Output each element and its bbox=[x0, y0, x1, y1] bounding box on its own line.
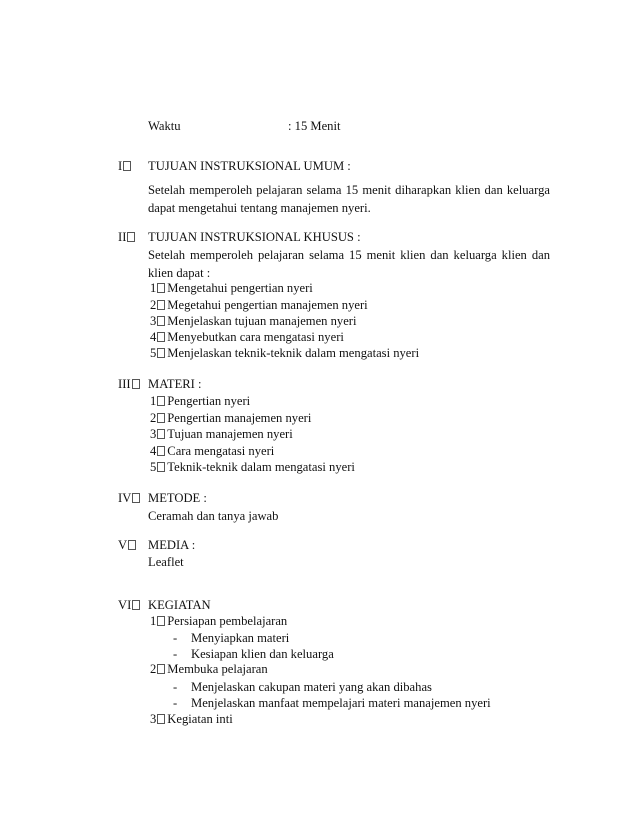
section-ii-numeral: II bbox=[118, 229, 138, 245]
dash-bullet: - bbox=[173, 631, 178, 645]
section-iii-title: MATERI : bbox=[148, 377, 202, 391]
section-iv-numeral: IV bbox=[118, 490, 143, 506]
section-i-title: TUJUAN INSTRUKSIONAL UMUM : bbox=[148, 159, 351, 173]
kegiatan-sub-item: Menjelaskan cakupan materi yang akan dibahas bbox=[191, 680, 432, 694]
box-glyph-icon bbox=[157, 446, 165, 456]
box-glyph-icon bbox=[157, 300, 165, 310]
section-v-title: MEDIA : bbox=[148, 538, 196, 552]
kegiatan-step: 1 Persiapan pembelajaran bbox=[150, 614, 288, 628]
list-item: 4 Menyebutkan cara mengatasi nyeri bbox=[150, 330, 344, 344]
kegiatan-sub-item: Menjelaskan manfaat mempelajari materi manajemen nyeri bbox=[191, 696, 491, 710]
section-i-numeral: I bbox=[118, 158, 134, 174]
section-vi-title: KEGIATAN bbox=[148, 598, 211, 612]
kegiatan-sub-item: Menyiapkan materi bbox=[191, 631, 290, 645]
list-item: 4 Cara mengatasi nyeri bbox=[150, 444, 275, 458]
box-glyph-icon bbox=[132, 493, 140, 503]
box-glyph-icon bbox=[157, 429, 165, 439]
box-glyph-icon bbox=[157, 348, 165, 358]
list-item: 3 Tujuan manajemen nyeri bbox=[150, 427, 293, 441]
section-v-text: Leaflet bbox=[148, 555, 184, 569]
section-i-text: Setelah memperoleh pelajaran selama 15 menit diharapkan klien dan keluarga dapat mengetahui tentang manajemen nyeri. bbox=[148, 183, 550, 215]
waktu-value: : 15 Menit bbox=[288, 119, 341, 133]
box-glyph-icon bbox=[157, 283, 165, 293]
list-item: 2 Megetahui pengertian manajemen nyeri bbox=[150, 298, 368, 312]
box-glyph-icon bbox=[132, 379, 140, 389]
section-v-numeral: V bbox=[118, 537, 139, 553]
dash-bullet: - bbox=[173, 696, 178, 710]
list-item: 5 Teknik-teknik dalam mengatasi nyeri bbox=[150, 460, 355, 474]
box-glyph-icon bbox=[157, 316, 165, 326]
box-glyph-icon bbox=[123, 161, 131, 171]
box-glyph-icon bbox=[157, 664, 165, 674]
box-glyph-icon bbox=[157, 396, 165, 406]
box-glyph-icon bbox=[128, 540, 136, 550]
box-glyph-icon bbox=[157, 616, 165, 626]
list-item: 1 Pengertian nyeri bbox=[150, 394, 251, 408]
list-item: 5 Menjelaskan teknik-teknik dalam mengatasi nyeri bbox=[150, 346, 420, 360]
kegiatan-sub-item: Kesiapan klien dan keluarga bbox=[191, 647, 334, 661]
dash-bullet: - bbox=[173, 647, 178, 661]
dash-bullet: - bbox=[173, 680, 178, 694]
box-glyph-icon bbox=[157, 462, 165, 472]
waktu-label: Waktu bbox=[148, 119, 181, 133]
section-ii-text: Setelah memperoleh pelajaran selama 15 menit klien dan keluarga klien dan klien dapat : bbox=[148, 248, 550, 280]
kegiatan-step: 3 Kegiatan inti bbox=[150, 712, 233, 726]
list-item: 1 Mengetahui pengertian nyeri bbox=[150, 281, 313, 295]
section-vi-numeral: VI bbox=[118, 597, 143, 613]
box-glyph-icon bbox=[157, 413, 165, 423]
list-item: 2 Pengertian manajemen nyeri bbox=[150, 411, 312, 425]
section-ii-title: TUJUAN INSTRUKSIONAL KHUSUS : bbox=[148, 230, 361, 244]
section-iv-text: Ceramah dan tanya jawab bbox=[148, 509, 279, 523]
box-glyph-icon bbox=[157, 332, 165, 342]
section-iii-numeral: III bbox=[118, 376, 143, 392]
section-iv-title: METODE : bbox=[148, 491, 207, 505]
list-item: 3 Menjelaskan tujuan manajemen nyeri bbox=[150, 314, 357, 328]
box-glyph-icon bbox=[132, 600, 140, 610]
box-glyph-icon bbox=[157, 714, 165, 724]
kegiatan-step: 2 Membuka pelajaran bbox=[150, 662, 268, 676]
box-glyph-icon bbox=[127, 232, 135, 242]
